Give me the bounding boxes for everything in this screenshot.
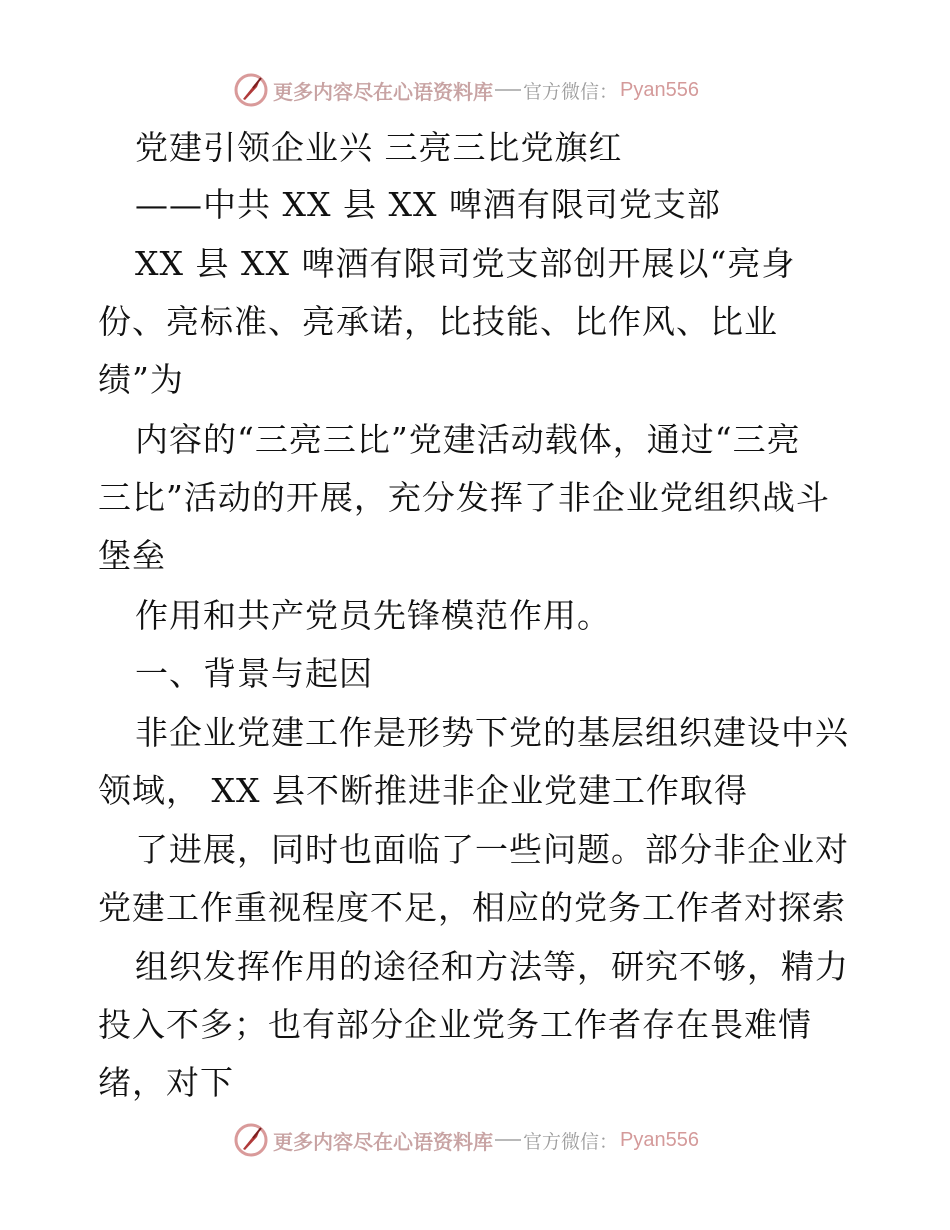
- watermark-divider: [495, 1139, 521, 1141]
- feather-pen-circle-icon: [233, 72, 269, 108]
- watermark-wechat-id: Pyan556: [620, 1128, 699, 1151]
- paragraph-line: 领域， XX 县不断推进非企业党建工作取得: [98, 771, 748, 810]
- section-heading: 一、背景与起因: [135, 654, 373, 693]
- watermark-official-label: 官方微信：: [523, 80, 619, 103]
- paragraph-line: 党建工作重视程度不足，相应的党务工作者对探索: [98, 888, 846, 927]
- watermark-wechat-id: Pyan556: [620, 78, 699, 101]
- watermark-official-label: 官方微信：: [523, 1130, 619, 1153]
- paragraph-line: 内容的“三亮三比”党建活动载体，通过“三亮: [135, 420, 801, 459]
- paragraph-line: 三比”活动的开展，充分发挥了非企业党组织战斗: [98, 478, 830, 517]
- paragraph-line: 绪，对下: [98, 1063, 234, 1102]
- header-watermark: [233, 70, 699, 110]
- document-title: 党建引领企业兴 三亮三比党旗红: [135, 128, 623, 167]
- paragraph-line: 作用和共产党员先锋模范作用。: [135, 596, 611, 635]
- watermark-brand: 更多内容尽在心语资料库: [273, 79, 493, 104]
- paragraph-line: 组织发挥作用的途径和方法等，研究不够，精力: [135, 947, 849, 986]
- feather-pen-circle-icon: [233, 1122, 269, 1158]
- paragraph-line: 了进展，同时也面临了一些问题。部分非企业对: [135, 830, 849, 869]
- paragraph-line: 份、亮标准、亮承诺，比技能、比作风、比业: [98, 302, 778, 341]
- paragraph-line: 绩”为: [98, 360, 184, 399]
- watermark-divider: [495, 89, 521, 91]
- watermark-brand: 更多内容尽在心语资料库: [273, 1129, 493, 1154]
- paragraph-line: 堡垒: [98, 536, 166, 575]
- document-subtitle: ——中共 XX 县 XX 啤酒有限司党支部: [135, 185, 721, 224]
- paragraph-line: XX 县 XX 啤酒有限司党支部创开展以“亮身: [135, 244, 796, 283]
- paragraph-line: 投入不多；也有部分企业党务工作者存在畏难情: [98, 1005, 812, 1044]
- footer-watermark: [233, 1120, 699, 1160]
- paragraph-line: 非企业党建工作是形势下党的基层组织建设中兴: [135, 713, 849, 752]
